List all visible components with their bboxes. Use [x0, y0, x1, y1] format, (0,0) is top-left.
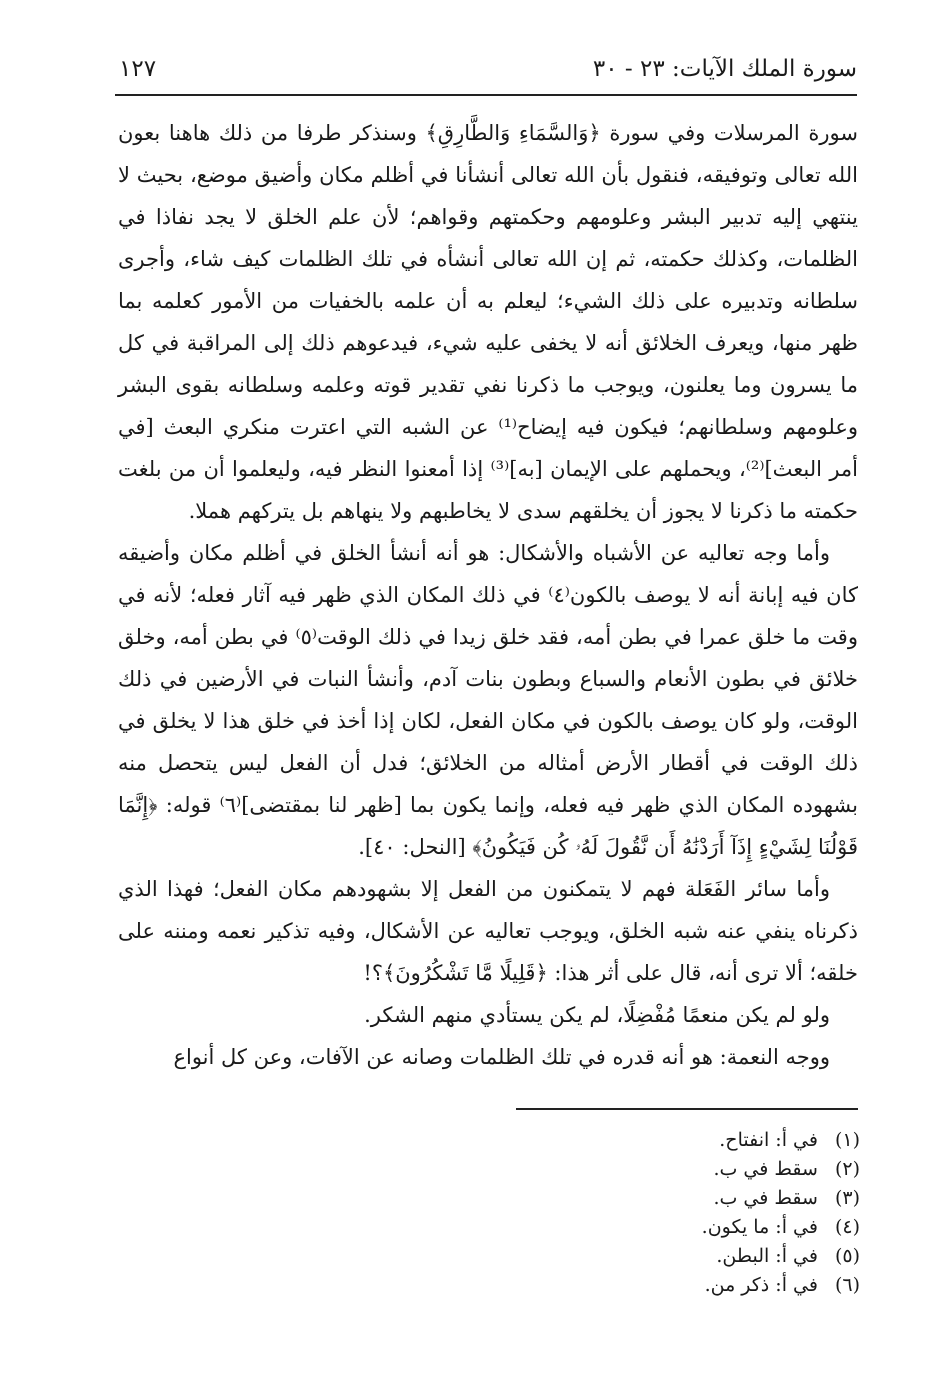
header-rule [115, 94, 857, 96]
paragraph-4: ولو لم يكن منعمًا مُفْضِلًا، لم يكن يستأدي منهم الشكر. [364, 1003, 830, 1027]
footnote-number: (١) [834, 1129, 860, 1151]
page-number: ١٢٧ [119, 56, 157, 82]
footnote-number: (٦) [834, 1274, 860, 1296]
footnote-number: (٤) [834, 1216, 860, 1238]
paragraph-2: وأما وجه تعاليه عن الأشباه والأشكال: هو أنه أنشأ الخلق في أظلم مكان وأضيقه كان فيه إبانة أنه لا يوصف بالكون⁽٤⁾ في ذلك المكان الذي ظهر فيه آثار فعله؛ لأنه في وقت ما خلق عمرا في بطن أمه، فقد خلق زيدا في ذلك الوقت⁽٥⁾ في بطن أمه، وخلق خلائق في بطون الأنعام والسباع وبطون بنات آدم، وأنشأ النبات في الأرضين في ذلك الوقت، ولو كان يوصف بالكون في مكان الفعل، لكان إذا أخذ في خلق هذا لا يخلق في ذلك الوقت في أقطار الأرض أمثاله من الخلائق؛ فدل أن الفعل ليس يتحصل منه بشهوده المكان الذي ظهر فيه فعله، وإنما يكون بما [ظهر لنا بمقتضى]⁽٦⁾ قوله: ﴿إِنَّمَا قَوْلُنَا لِشَيْءٍ إِذَآ أَرَدْنَٰهُ أَن نَّقُولَ لَهُۥ كُن فَيَكُونُ﴾ [النحل: ٤٠]. [118, 541, 858, 859]
footnote-number: (٥) [834, 1245, 860, 1267]
footnote-number: (٢) [834, 1158, 860, 1180]
footnote-text: سقط في ب. [713, 1187, 818, 1209]
footnotes [420, 1126, 860, 1300]
running-title: سورة الملك الآيات: ٢٣ - ٣٠ [592, 56, 857, 82]
footnote-1 [420, 1126, 860, 1155]
footnote-text: في أ: البطن. [716, 1245, 818, 1267]
footnote-2 [420, 1155, 860, 1184]
footnote-separator [516, 1108, 858, 1110]
body-text [118, 112, 858, 1078]
footnote-4 [420, 1213, 860, 1242]
footnote-text: في أ: ذكر من. [704, 1274, 818, 1296]
paragraph-5: ووجه النعمة: هو أنه قدره في تلك الظلمات وصانه عن الآفات، وعن كل أنواع [173, 1045, 830, 1069]
footnote-text: في أ: ما يكون. [701, 1216, 818, 1238]
footnote-text: سقط في ب. [713, 1158, 818, 1180]
footnote-3 [420, 1184, 860, 1213]
running-header [115, 50, 857, 90]
footnote-5 [420, 1242, 860, 1271]
paragraph-3: وأما سائر الفَعَلة فهم لا يتمكنون من الفعل إلا بشهودهم مكان الفعل؛ فهذا الذي ذكرناه ينفي عنه شبه الخلق، ويوجب تعاليه عن الأشكال، وفيه تذكير نعمه ومننه على خلقه؛ ألا ترى أنه، قال على أثر هذا: ﴿قَلِيلًا مَّا تَشْكُرُونَ﴾؟! [118, 877, 858, 985]
footnote-text: في أ: انفتاح. [719, 1129, 818, 1151]
footnote-number: (٣) [834, 1187, 860, 1209]
footnote-6 [420, 1271, 860, 1300]
paragraph-1: سورة المرسلات وفي سورة ﴿وَالسَّمَاءِ وَالطَّارِقِ﴾ وسنذكر طرفا من ذلك هاهنا بعون الله تعالى وتوفيقه، فنقول بأن الله تعالى أنشأنا في أظلم مكان وأضيق موضع، بحيث لا ينتهي إليه تدبير البشر وعلومهم وحكمتهم وقواهم؛ لأن علم الخلق لا يجد نفاذا في الظلمات، وكذلك حكمته، ثم إن الله تعالى أنشأه في تلك الظلمات كيف شاء، وأجرى سلطانه وتدبيره على ذلك الشيء؛ ليعلم به أن علمه بالخفيات من الأمور كعلمه بما ظهر منها، ويعرف الخلائق أنه لا يخفى عليه شيء، فيدعوهم ذلك إلى المراقبة في كل ما يسرون وما يعلنون، ويوجب ما ذكرنا نفي تقدير قوته وعلمه وسلطانه بقوى البشر وعلومهم وسلطانهم؛ فيكون فيه إيضاح⁽¹⁾ عن الشبه التي اعترت منكري البعث [في أمر البعث]⁽²⁾، ويحملهم على الإيمان [به]⁽³⁾ إذا أمعنوا النظر فيه، وليعلموا أن من بلغت حكمته ما ذكرنا لا يجوز أن يخلقهم سدى لا يخاطبهم ولا ينهاهم بل يتركهم هملا. [118, 121, 858, 523]
